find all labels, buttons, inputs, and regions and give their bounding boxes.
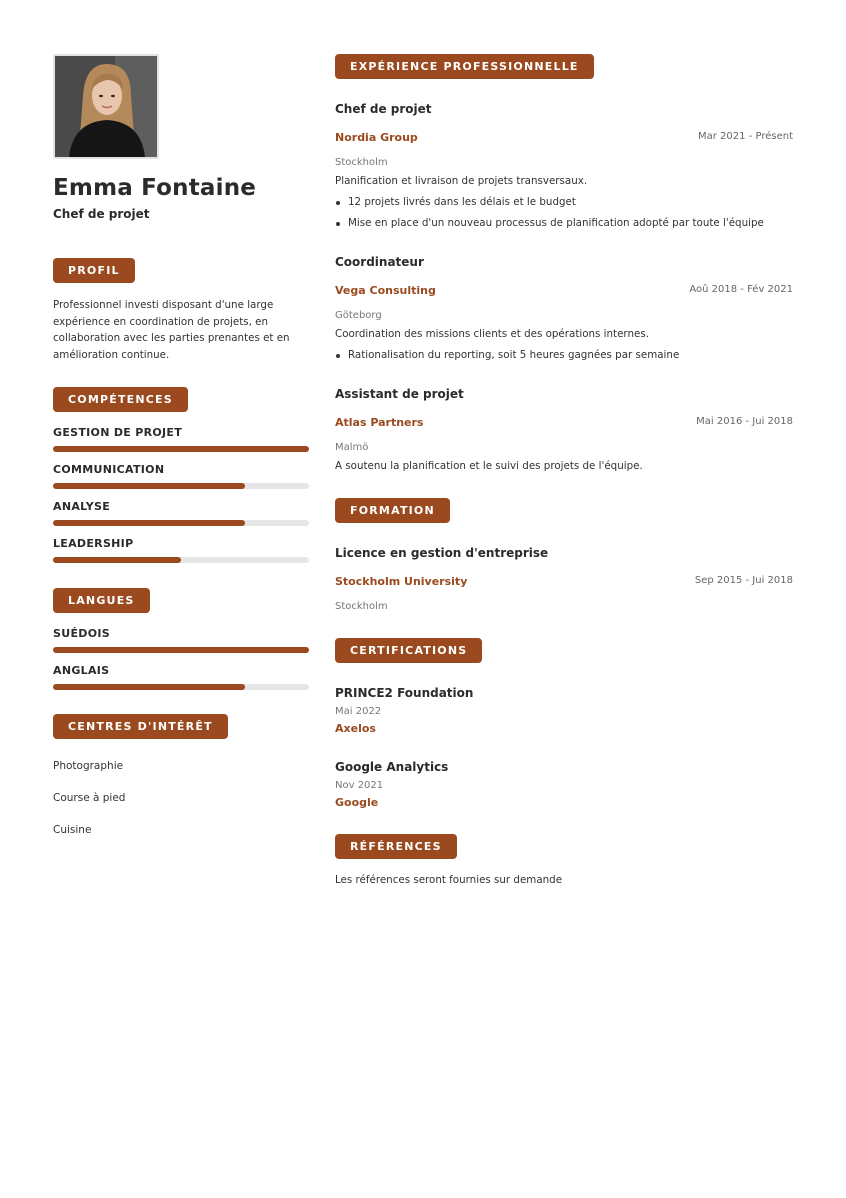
section-heading-interets: CENTRES D'INTÉRÊT — [53, 714, 228, 739]
skill-bar-fill — [53, 520, 245, 526]
skill-label: ANALYSE — [53, 500, 111, 513]
section-heading-certifications: CERTIFICATIONS — [335, 638, 482, 663]
job-bullets — [335, 349, 679, 370]
candidate-name: Emma Fontaine — [53, 175, 257, 201]
section-heading-references: RÉFÉRENCES — [335, 834, 457, 859]
job-company: Atlas Partners — [335, 416, 424, 429]
job-city: Stockholm — [335, 157, 388, 168]
profile-text: Professionnel investi disposant d'une large expérience en coordination de projets, en collaboration avec les parties prenantes et en amélioration continue. — [53, 299, 290, 361]
job-bullet: Rationalisation du reporting, soit 5 heures gagnées par semaine — [335, 349, 679, 370]
job-header-row — [335, 284, 793, 297]
skill-bar — [53, 483, 309, 489]
interest-item: Course à pied — [53, 792, 126, 804]
job-city: Göteborg — [335, 310, 382, 321]
cert-title: PRINCE2 Foundation — [335, 686, 474, 700]
skill-bar-fill — [53, 483, 245, 489]
section-heading-profil: PROFIL — [53, 258, 135, 283]
skill-bar-fill — [53, 557, 181, 563]
skill-bar — [53, 520, 309, 526]
language-label: SUÉDOIS — [53, 627, 110, 640]
language-item — [53, 664, 309, 690]
job-header-row — [335, 131, 793, 144]
section-heading-experience: EXPÉRIENCE PROFESSIONNELLE — [335, 54, 594, 79]
candidate-title: Chef de projet — [53, 207, 150, 221]
education-city: Stockholm — [335, 601, 388, 612]
language-bar — [53, 647, 309, 653]
job-description: Coordination des missions clients et des opérations internes. — [335, 328, 649, 340]
job-title: Assistant de projet — [335, 387, 464, 401]
language-bar-fill — [53, 647, 309, 653]
language-item — [53, 627, 309, 653]
cert-org: Google — [335, 796, 379, 809]
language-bar-fill — [53, 684, 245, 690]
job-header-row — [335, 416, 793, 429]
interest-item: Photographie — [53, 760, 124, 772]
education-dates: Sep 2015 - Jui 2018 — [694, 575, 793, 586]
section-heading-formation: FORMATION — [335, 498, 450, 523]
skill-label: LEADERSHIP — [53, 537, 134, 550]
education-degree: Licence en gestion d'entreprise — [335, 546, 549, 560]
job-dates: Aoû 2018 - Fév 2021 — [689, 284, 793, 295]
skill-item — [53, 537, 309, 563]
job-bullets — [335, 196, 764, 238]
section-heading-competences: COMPÉTENCES — [53, 387, 188, 412]
interest-item: Cuisine — [53, 824, 92, 836]
left-column — [53, 54, 309, 836]
skill-label: COMMUNICATION — [53, 463, 165, 476]
cert-title: Google Analytics — [335, 760, 449, 774]
references-text: Les références seront fournies sur demande — [335, 874, 563, 886]
cert-date: Nov 2021 — [335, 780, 384, 791]
profile-photo — [53, 54, 159, 159]
skill-bar-fill — [53, 446, 309, 452]
job-company: Nordia Group — [335, 131, 418, 144]
job-description: Planification et livraison de projets transversaux. — [335, 175, 588, 187]
section-heading-langues: LANGUES — [53, 588, 150, 613]
skill-item — [53, 500, 309, 526]
job-title: Coordinateur — [335, 255, 424, 269]
language-label: ANGLAIS — [53, 664, 110, 677]
job-dates: Mar 2021 - Présent — [698, 131, 793, 142]
skill-item — [53, 426, 309, 452]
job-title: Chef de projet — [335, 102, 432, 116]
cert-org: Axelos — [335, 722, 376, 735]
skill-bar — [53, 446, 309, 452]
skill-item — [53, 463, 309, 489]
job-description: A soutenu la planification et le suivi des projets de l'équipe. — [335, 460, 643, 472]
job-city: Malmö — [335, 442, 369, 453]
job-bullet: 12 projets livrés dans les délais et le budget — [335, 196, 764, 217]
language-bar — [53, 684, 309, 690]
skill-bar — [53, 557, 309, 563]
job-dates: Mai 2016 - Jui 2018 — [696, 416, 793, 427]
job-company: Vega Consulting — [335, 284, 436, 297]
education-header-row — [335, 575, 793, 588]
cert-date: Mai 2022 — [335, 706, 382, 717]
job-bullet: Mise en place d'un nouveau processus de planification adopté par toute l'équipe — [335, 217, 764, 238]
education-school: Stockholm University — [335, 575, 468, 588]
skill-label: GESTION DE PROJET — [53, 426, 183, 439]
